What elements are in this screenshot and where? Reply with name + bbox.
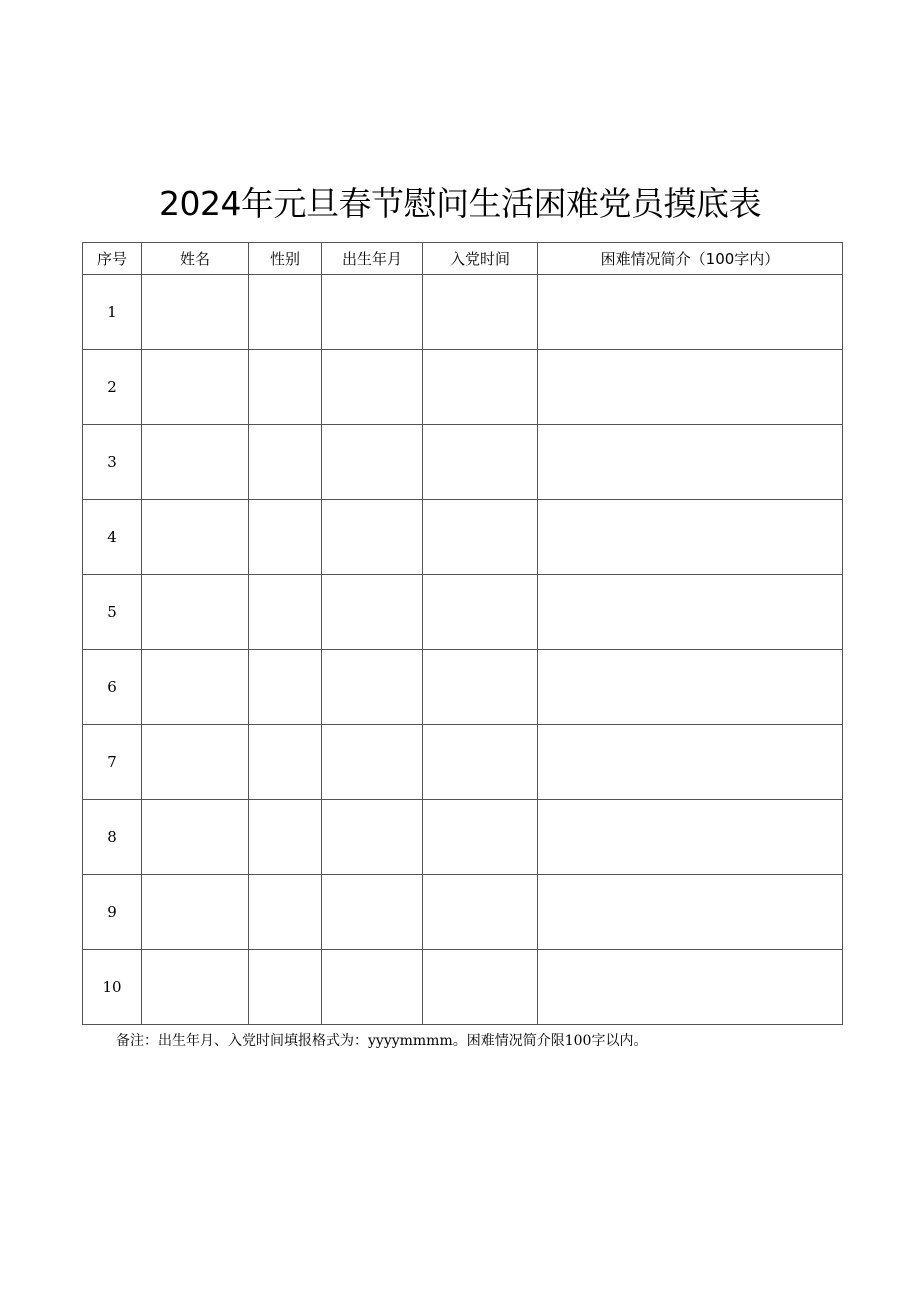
name-cell[interactable] — [142, 275, 249, 350]
gender-cell[interactable] — [249, 575, 322, 650]
name-cell[interactable] — [142, 500, 249, 575]
birth-date-cell[interactable] — [322, 425, 423, 500]
table-row — [83, 425, 843, 500]
table-header-row — [83, 243, 843, 275]
gender-cell[interactable] — [249, 350, 322, 425]
hardship-summary-cell[interactable] — [538, 800, 843, 875]
table-row — [83, 275, 843, 350]
table-body — [83, 275, 843, 1025]
name-cell[interactable] — [142, 650, 249, 725]
hardship-summary-cell[interactable] — [538, 875, 843, 950]
join-date-cell[interactable] — [423, 500, 538, 575]
gender-cell[interactable] — [249, 875, 322, 950]
table-row — [83, 950, 843, 1025]
birth-date-cell[interactable] — [322, 650, 423, 725]
gender-cell[interactable] — [249, 725, 322, 800]
hardship-summary-cell[interactable] — [538, 275, 843, 350]
row-index: 10 — [83, 950, 142, 1025]
table-row — [83, 575, 843, 650]
header-index: 序号 — [83, 243, 142, 275]
table-row — [83, 725, 843, 800]
join-date-cell[interactable] — [423, 950, 538, 1025]
birth-date-cell[interactable] — [322, 875, 423, 950]
join-date-cell[interactable] — [423, 875, 538, 950]
join-date-cell[interactable] — [423, 425, 538, 500]
join-date-cell[interactable] — [423, 575, 538, 650]
row-index: 3 — [83, 425, 142, 500]
table-row — [83, 500, 843, 575]
header-birth-date: 出生年月 — [322, 243, 423, 275]
join-date-cell[interactable] — [423, 725, 538, 800]
name-cell[interactable] — [142, 875, 249, 950]
row-index: 1 — [83, 275, 142, 350]
birth-date-cell[interactable] — [322, 500, 423, 575]
header-hardship-summary: 困难情况简介（100字内） — [538, 243, 843, 275]
hardship-summary-cell[interactable] — [538, 725, 843, 800]
hardship-summary-cell[interactable] — [538, 575, 843, 650]
birth-date-cell[interactable] — [322, 575, 423, 650]
hardship-summary-cell[interactable] — [538, 500, 843, 575]
survey-table — [82, 242, 843, 1025]
header-name: 姓名 — [142, 243, 249, 275]
birth-date-cell[interactable] — [322, 350, 423, 425]
row-index: 4 — [83, 500, 142, 575]
name-cell[interactable] — [142, 950, 249, 1025]
gender-cell[interactable] — [249, 950, 322, 1025]
name-cell[interactable] — [142, 800, 249, 875]
gender-cell[interactable] — [249, 650, 322, 725]
birth-date-cell[interactable] — [322, 725, 423, 800]
table-row — [83, 650, 843, 725]
hardship-summary-cell[interactable] — [538, 350, 843, 425]
gender-cell[interactable] — [249, 275, 322, 350]
name-cell[interactable] — [142, 350, 249, 425]
join-date-cell[interactable] — [423, 275, 538, 350]
row-index: 7 — [83, 725, 142, 800]
join-date-cell[interactable] — [423, 350, 538, 425]
row-index: 9 — [83, 875, 142, 950]
page-title: 2024年元旦春节慰问生活困难党员摸底表 — [159, 184, 761, 223]
name-cell[interactable] — [142, 425, 249, 500]
table-row — [83, 350, 843, 425]
footnote: 备注：出生年月、入党时间填报格式为：yyyymmmm。困难情况简介限100字以内。 — [116, 1033, 648, 1049]
name-cell[interactable] — [142, 725, 249, 800]
hardship-summary-cell[interactable] — [538, 425, 843, 500]
birth-date-cell[interactable] — [322, 275, 423, 350]
table-row — [83, 875, 843, 950]
hardship-summary-cell[interactable] — [538, 950, 843, 1025]
name-cell[interactable] — [142, 575, 249, 650]
header-join-date: 入党时间 — [423, 243, 538, 275]
gender-cell[interactable] — [249, 800, 322, 875]
hardship-summary-cell[interactable] — [538, 650, 843, 725]
row-index: 6 — [83, 650, 142, 725]
row-index: 5 — [83, 575, 142, 650]
header-gender: 性别 — [249, 243, 322, 275]
birth-date-cell[interactable] — [322, 800, 423, 875]
join-date-cell[interactable] — [423, 650, 538, 725]
row-index: 2 — [83, 350, 142, 425]
birth-date-cell[interactable] — [322, 950, 423, 1025]
table-row — [83, 800, 843, 875]
join-date-cell[interactable] — [423, 800, 538, 875]
row-index: 8 — [83, 800, 142, 875]
gender-cell[interactable] — [249, 425, 322, 500]
gender-cell[interactable] — [249, 500, 322, 575]
